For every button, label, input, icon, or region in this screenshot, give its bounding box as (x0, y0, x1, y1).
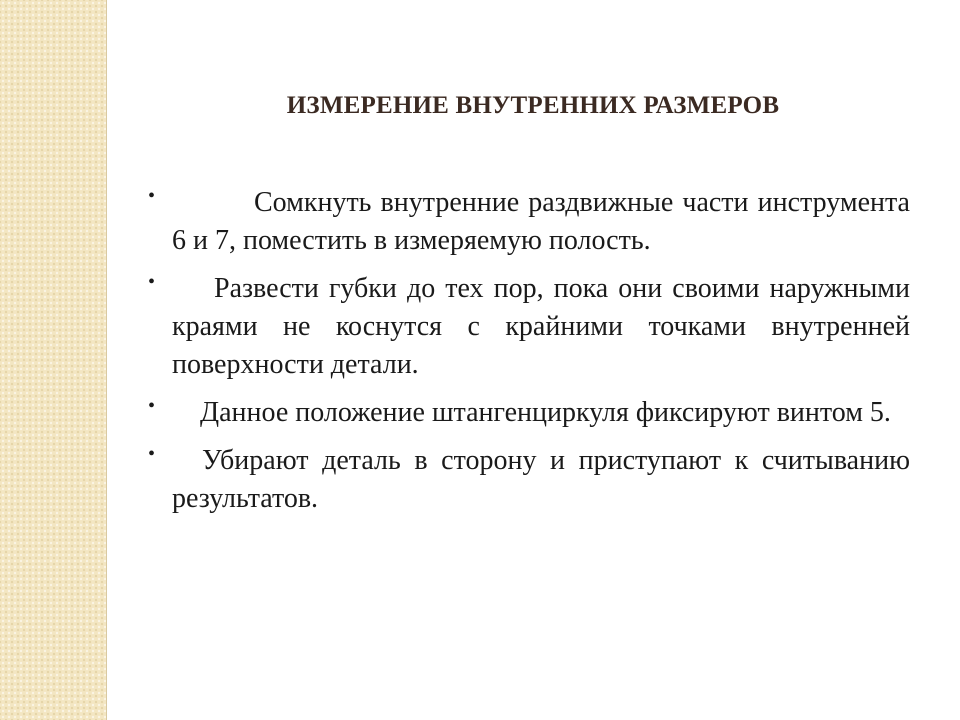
bullet-dot-icon: • (148, 185, 156, 207)
bullet-item (148, 442, 910, 518)
bullet-text: Сомкнуть внутренние раздвижные части инструмента 6 и 7, поместить в измеряемую полость. (172, 187, 910, 256)
decorative-side-band (0, 0, 107, 720)
slide-title: ИЗМЕРЕНИЕ ВНУТРЕННИХ РАЗМЕРОВ (286, 92, 780, 119)
bullet-text: Убирают деталь в сторону и приступают к считыванию результатов. (172, 445, 910, 514)
bullet-item (148, 394, 910, 432)
bullet-text: Развести губки до тех пор, пока они своими наружными краями не коснутся с крайними точками внутренней поверхности детали. (172, 273, 910, 380)
bullet-item (148, 270, 910, 384)
bullet-list (148, 184, 910, 528)
bullet-item (148, 184, 910, 260)
bullet-dot-icon: • (148, 443, 156, 465)
bullet-text: Данное положение штангенциркуля фиксируют винтом 5. (200, 397, 891, 428)
bullet-dot-icon: • (148, 395, 156, 417)
bullet-dot-icon: • (148, 271, 156, 293)
